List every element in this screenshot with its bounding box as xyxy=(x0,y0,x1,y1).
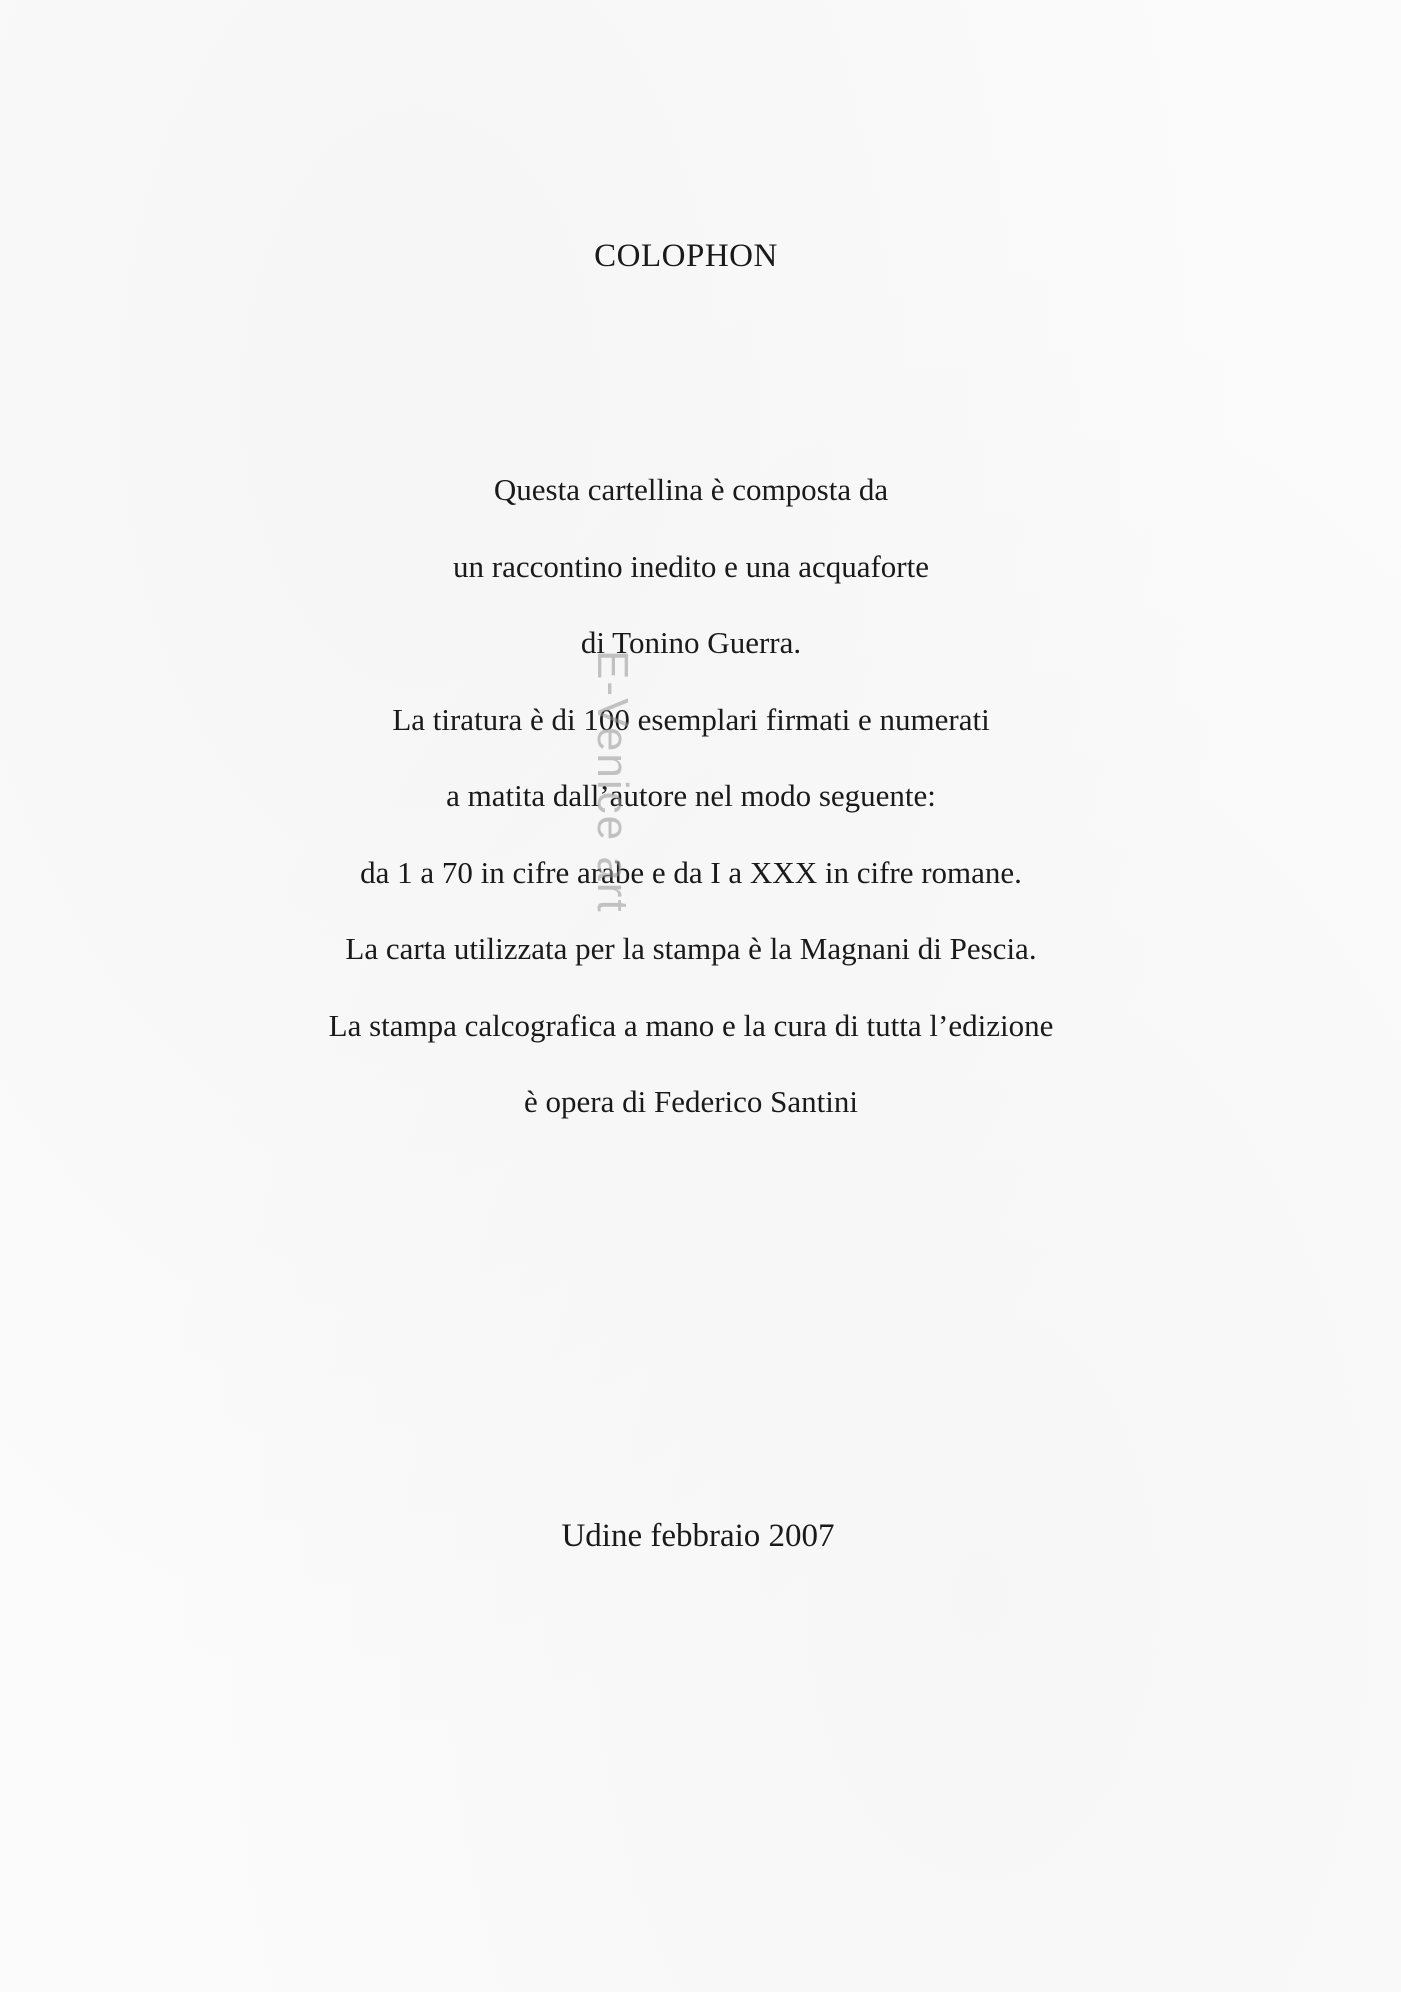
colophon-line: La carta utilizzata per la stampa è la Magnani di Pescia. xyxy=(345,931,1037,966)
colophon-line: un raccontino inedito e una acquaforte xyxy=(453,548,929,584)
place-date: Udine febbraio 2007 xyxy=(561,1518,835,1554)
colophon-line: da 1 a 70 in cifre arabe e da I a XXX in cifre romane. xyxy=(360,854,1022,890)
colophon-text xyxy=(0,462,1382,1151)
colophon-line: La tiratura è di 100 esemplari firmati e numerati xyxy=(392,701,990,737)
colophon-line: di Tonino Guerra. xyxy=(580,625,802,660)
colophon-line: a matita dall’autore nel modo seguente: xyxy=(446,778,936,813)
colophon-line: Questa cartellina è composta da xyxy=(493,472,889,507)
page-title: COLOPHON xyxy=(594,238,778,274)
watermark: E-Venice art xyxy=(588,650,637,914)
colophon-line: è opera di Federico Santini xyxy=(523,1084,858,1119)
colophon-line: La stampa calcografica a mano e la cura di tutta l’edizione xyxy=(328,1007,1054,1043)
